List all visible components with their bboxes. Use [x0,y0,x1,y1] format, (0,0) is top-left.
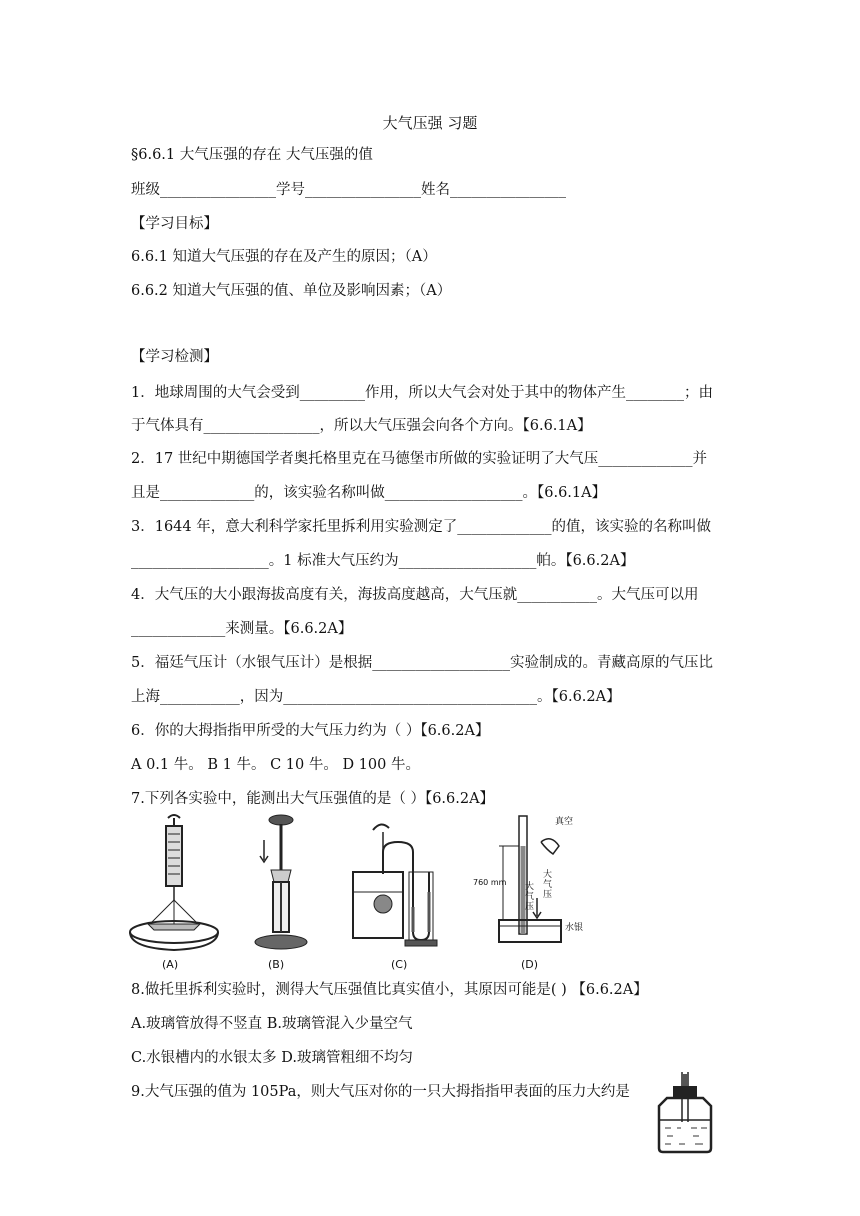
figure-c [343,812,453,971]
check-heading: 【学习检测】 [131,349,218,365]
figure-caption: (C) [391,958,408,971]
question-1-line-1: 1．地球周围的大气会受到_________作用，所以大气会对处于其中的物体产生________；由 [131,385,713,401]
question-1-line-2: 于气体具有________________，所以大气压强会向各个方向。【6.6.1A】 [131,418,592,434]
figure-d [473,812,593,971]
vacuum-label: 真空 [555,817,574,827]
question-8-options-cd: C.水银槽内的水银太多 D.玻璃管粗细不均匀 [131,1050,414,1066]
question-7: 7.下列各实验中，能测出大气压强值的是（ ）【6.6.2A】 [131,791,495,807]
jar-illustration [655,1072,719,1154]
page-title: 大气压强 习题 [382,114,478,132]
goal-item: 6.6.1 知道大气压强的存在及产生的原因；（A） [131,249,437,265]
goals-heading: 【学习目标】 [131,216,218,232]
question-8-options-ab: A.玻璃管放得不竖直 B.玻璃管混入少量空气 [131,1016,413,1032]
spring-scale-illustration [128,812,228,957]
goal-item: 6.6.2 知道大气压强的值、单位及影响因素；（A） [131,283,452,299]
question-8: 8.做托里拆利实验时，测得大气压强值比真实值小，其原因可能是( ) 【6.6.2A】 [131,982,648,998]
class-number-name-line: 班级________________学号________________姓名________________ [131,182,566,198]
question-6-options: A 0.1 牛。 B 1 牛。 C 10 牛。 D 100 牛。 [131,757,420,773]
height-label: 760 mm [473,878,507,887]
figure-a [128,812,228,971]
section-heading: §6.6.1 大气压强的存在 大气压强的值 [131,147,373,163]
question-4-line-1: 4．大气压的大小跟海拔高度有关，海拔高度越高，大气压就___________。大气压可以用 [131,587,699,603]
question-3-line-2: ___________________。1 标准大气压约为___________________帕。【6.6.2A】 [131,553,635,569]
experiment-figures [128,812,598,972]
question-5-line-2: 上海___________，因为___________________________________。【6.6.2A】 [131,689,621,705]
figure-b [246,812,316,971]
question-9: 9.大气压强的值为 105Pa，则大气压对你的一只大拇指指甲表面的压力大约是 [131,1084,630,1100]
question-6: 6．你的大拇指指甲所受的大气压力约为（ ）【6.6.2A】 [131,723,490,739]
air-pressure-label: 大气压 [525,882,535,912]
question-2-line-2: 且是_____________的，该实验名称叫做___________________。【6.6.1A】 [131,485,607,501]
bottle-with-tube-illustration [655,1072,719,1154]
question-2-line-1: 2．17 世纪中期德国学者奥托格里克在马德堡市所做的实验证明了大气压_____________并 [131,451,708,467]
mercury-label: 水银 [565,923,584,933]
manometer-illustration [343,812,453,957]
question-4-line-2: _____________来测量。【6.6.2A】 [131,621,353,637]
pump-illustration [246,812,316,957]
figure-caption: (A) [162,958,179,971]
figure-caption: (D) [521,958,539,971]
air-pressure-label: 大气压 [543,870,553,900]
figure-caption: (B) [268,958,285,971]
question-5-line-1: 5．福廷气压计（水银气压计）是根据___________________实验制成的。青藏高原的气压比 [131,655,713,671]
question-3-line-1: 3．1644 年，意大利科学家托里拆利用实验测定了_____________的值，该实验的名称叫做 [131,519,711,535]
